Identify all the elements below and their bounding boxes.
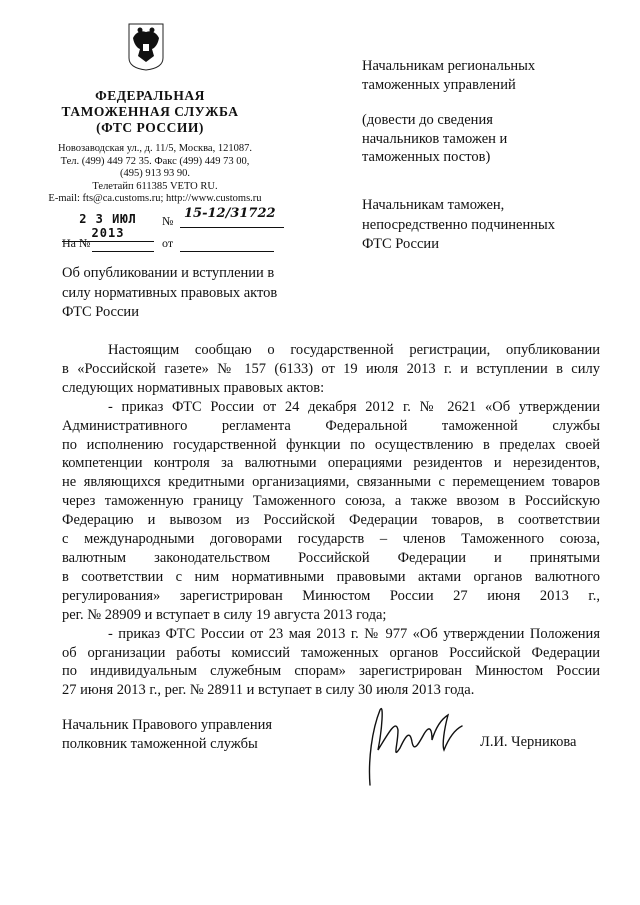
position-line: Начальник Правового управления (62, 717, 273, 733)
addressee-line: непосредственно подчиненных (362, 216, 555, 233)
addressee-line: Начальникам таможен, (362, 197, 505, 213)
body-line: Административного регламента Федеральной таможенной службы (62, 417, 600, 434)
addressee-line: Начальникам региональных (362, 58, 536, 74)
coat-of-arms-emblem (127, 22, 165, 72)
body-line: следующих нормативных правовых актов: (62, 379, 325, 396)
org-name-line2: ТАМОЖЕННАЯ СЛУЖБА (61, 104, 239, 119)
body-line: не являющихся кредитными организациями, связанными с перемещением товаров (62, 474, 600, 491)
addressee-note (362, 111, 507, 167)
body-line: регулирования» зарегистрирован Минюстом России 27 июня 2013 г., (62, 587, 600, 604)
phone-line: (495) 913 93 90. (120, 168, 190, 180)
body-line: с международными договорами государств – членов Таможенного союза, (62, 531, 600, 548)
addressee-line: ФТС России (362, 236, 439, 252)
body-line: в «Российской газете» № 157 (6133) от 19 июля 2013 г. и вступлении в силу (62, 360, 600, 377)
subject-line: силу нормативных правовых актов (62, 284, 278, 301)
reply-number-blank (92, 251, 154, 252)
body-line: рег. № 28909 и вступает в силу 19 августа 2013 года; (62, 606, 387, 623)
body-line: Федерацию и вывозом из Российской Федерации товаров, в соответствии (62, 512, 600, 529)
addressee-line: начальников таможен и (362, 130, 508, 147)
reply-date-label: от (162, 236, 174, 250)
addressee-customs (362, 196, 555, 255)
body-line: валютным законодательством Российской Федерации и принятыми (62, 549, 600, 566)
org-name-line3: (ФТС РОССИИ) (96, 120, 204, 135)
body-line: 27 июня 2013 г., рег. № 28911 и вступает в силу 30 июля 2013 года. (62, 682, 475, 699)
number-label: № (162, 214, 174, 228)
body-line: компетенции контроля за валютными операциями резидентов и нерезидентов, (62, 455, 600, 472)
addressee-line: таможенных постов) (362, 149, 491, 165)
body-line: по исполнению государственной функции по осуществлению в пределах своей (62, 436, 600, 453)
org-name-line1: ФЕДЕРАЛЬНАЯ (95, 88, 205, 103)
document-number: 15-12/31722 (180, 206, 284, 228)
phone-line: Тел. (499) 449 72 35. Факс (499) 449 73 00, (60, 155, 250, 167)
address-line: Новозаводская ул., д. 11/5, Москва, 121087. (58, 143, 252, 154)
handwritten-signature (340, 690, 480, 790)
body-line: в соответствии с ним нормативными правовыми актами органов валютного (62, 568, 600, 585)
addressee-line: (довести до сведения (362, 112, 493, 128)
addressee-line: таможенных управлений (362, 76, 516, 93)
signatory-name: Л.И. Черникова (480, 734, 577, 750)
document-date-stamp: 2 3 ИЮЛ 2013 (62, 212, 154, 242)
letter-body (62, 341, 600, 700)
reply-date-blank (180, 251, 274, 252)
body-line: - приказ ФТС России от 23 мая 2013 г. № 977 «Об утверждении Положения (108, 625, 600, 642)
body-line: через таможенную границу Таможенного союза, а также ввозом в Российскую (62, 493, 600, 510)
body-line: Настоящим сообщаю о государственной регистрации, опубликовании (108, 342, 600, 358)
subject-line: ФТС России (62, 304, 139, 320)
letter-subject (62, 264, 277, 323)
subject-line: Об опубликовании и вступлении в (62, 265, 275, 281)
body-line: по индивидуальным служебным спорам» зарегистрирован Минюстом России (62, 663, 600, 680)
reply-number-label: На № (62, 236, 91, 250)
addressee-regional (362, 57, 535, 94)
email-line: E-mail: fts@ca.customs.ru; http://www.customs.ru (48, 193, 262, 205)
teletype-line: Телетайп 611385 VETO RU. (92, 180, 218, 192)
body-line: - приказ ФТС России от 24 декабря 2012 г. № 2621 «Об утверждении (108, 398, 600, 415)
org-address (40, 143, 270, 206)
signatory-position (62, 716, 272, 753)
rank-line: полковник таможенной службы (62, 735, 258, 752)
body-line: об организации работы комиссий таможенных органов Российской Федерации (62, 644, 600, 661)
